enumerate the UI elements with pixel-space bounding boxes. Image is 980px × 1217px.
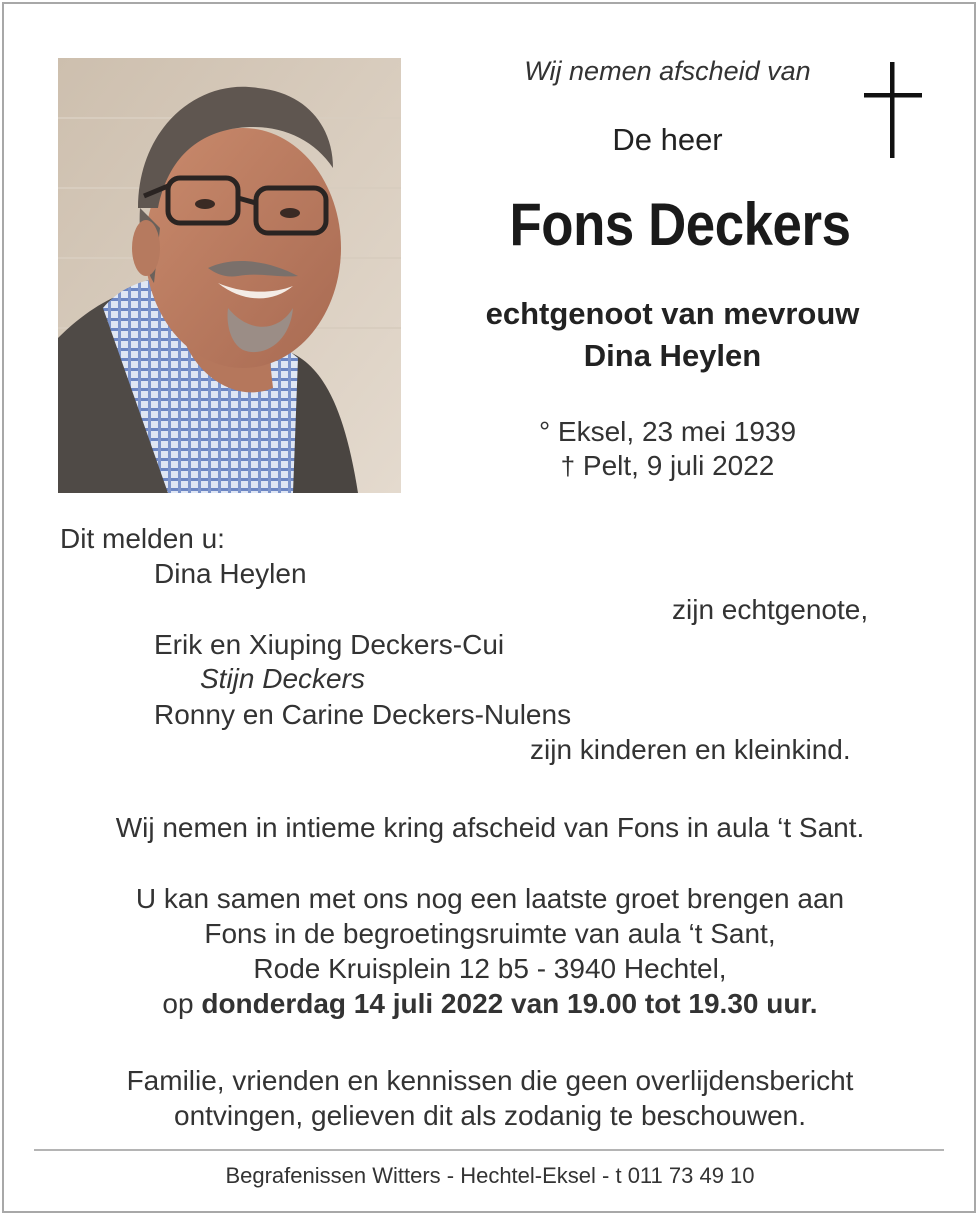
visit-line-1: U kan samen met ons nog een laatste groet brengen aan xyxy=(135,883,845,914)
notice-line-2: ontvingen, gelieven dit als zodanig te beschouwen. xyxy=(174,1100,806,1131)
salutation: De heer xyxy=(612,122,723,157)
relation-line: zijn kinderen en kleinkind. xyxy=(530,734,851,765)
death-cross-symbol: † xyxy=(560,451,576,481)
notice-line-1: Familie, vrienden en kennissen die geen overlijdensbericht xyxy=(126,1065,854,1096)
spouse-name: Dina Heylen xyxy=(583,338,762,373)
family-line: Dina Heylen xyxy=(154,558,307,589)
visit-address: Rode Kruisplein 12 b5 - 3940 Hechtel, xyxy=(253,953,727,984)
intro-line: Wij nemen afscheid van xyxy=(524,56,811,86)
death-info xyxy=(460,450,875,482)
visit-datetime xyxy=(40,988,940,1020)
birth-info: ° Eksel, 23 mei 1939 xyxy=(538,416,797,447)
footer-divider xyxy=(34,1149,944,1151)
farewell-text: Wij nemen in intieme kring afscheid van Fons in aula ‘t Sant. xyxy=(115,812,865,843)
spouse-line: echtgenoot van mevrouw xyxy=(485,296,860,331)
death-place-date: Pelt, 9 juli 2022 xyxy=(582,450,775,481)
visit-line-2: Fons in de begroetingsruimte van aula ‘t Sant, xyxy=(204,918,776,949)
announcement-lead: Dit melden u: xyxy=(60,523,225,554)
funeral-home-info: Begrafenissen Witters - Hechtel-Eksel - t 011 73 49 10 xyxy=(225,1163,755,1188)
visit-time: donderdag 14 juli 2022 van 19.00 tot 19.30 uur. xyxy=(201,988,818,1019)
deceased-name: Fons Deckers xyxy=(509,191,851,258)
family-line: Erik en Xiuping Deckers-Cui xyxy=(154,629,505,660)
visit-prefix: op xyxy=(162,988,202,1019)
relation-line: zijn echtgenote, xyxy=(672,594,869,625)
family-line: Ronny en Carine Deckers-Nulens xyxy=(154,699,572,730)
portrait-photo xyxy=(58,58,401,493)
grandchild-line: Stijn Deckers xyxy=(200,663,365,694)
